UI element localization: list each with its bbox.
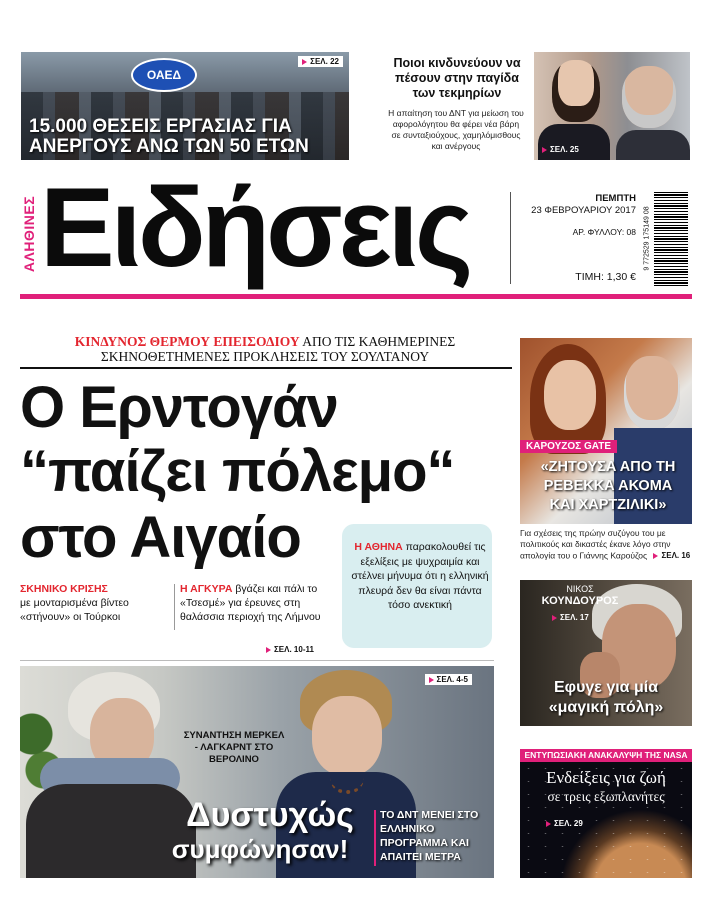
karouzos-body — [520, 528, 692, 562]
woman-face — [552, 60, 600, 122]
lead-athens-text-a: παρακολουθεί — [405, 541, 472, 553]
merkel-headline-2: συμφώνησαν! — [171, 834, 349, 864]
lead-headline-2: “παίζει πόλεμο“ — [20, 439, 455, 504]
karouzos-body-text: Για σχέσεις της πρώην συζύγου του με πολιτικούς και δικαστές έκανε λόγο στην απολογία του ο Γιάννης Καρούζος — [520, 528, 671, 561]
page-ref-label: ΣΕΛ. 29 — [554, 819, 583, 828]
lead-column-1-label: ΣΚΗΝΙΚΟ ΚΡΙΣΗΣ — [20, 583, 108, 595]
merkel-face — [312, 696, 382, 776]
nasa-kicker: ΕΝΤΥΠΩΣΙΑΚΗ ΑΝΑΚΑΛΥΨΗ ΤΗΣ NASA — [520, 749, 692, 762]
koundouros-page-ref[interactable] — [548, 612, 593, 623]
nasa-story[interactable] — [520, 762, 692, 878]
lead-kicker-rest: ΑΠΟ ΤΙΣ ΚΑΘΗΜΕΡΙΝΕΣ — [302, 334, 456, 349]
teaser-oaed[interactable] — [21, 52, 349, 160]
lead-bottom-rule — [20, 660, 494, 661]
lead-column-2 — [180, 582, 338, 624]
side-label-text: ΑΛΗΘΙΝΕΣ — [21, 195, 37, 273]
lead-athens-text — [350, 540, 490, 613]
page-ref-label: ΣΕΛ. 25 — [550, 145, 579, 154]
lead-athens-text-b: τις εξελίξεις με ψυχραιμία και στέλνει μήνυμα ότι η ελληνική πλευρά δεν θα είναι πάντα τόσο ανεκτική — [351, 541, 489, 611]
man-face — [622, 66, 676, 128]
masthead-side-label — [20, 184, 38, 284]
rebekka-face — [544, 360, 596, 430]
karouzos-headline-1: «ΖΗΤΟΥΣΑ ΑΠΟ ΤΗ — [540, 459, 676, 475]
page-ref[interactable] — [298, 56, 343, 67]
lead-kicker-line-1 — [20, 334, 510, 349]
lead-page-ref[interactable] — [262, 644, 318, 655]
page-ref-label: ΣΕΛ. 22 — [310, 57, 339, 66]
page-ref-label: ΣΕΛ. 4-5 — [436, 675, 468, 684]
arrow-icon — [552, 615, 557, 621]
merkel-lagarde-story[interactable] — [20, 666, 494, 878]
nasa-headline-2: σε τρεις εξωπλανήτες — [547, 789, 665, 804]
teaser-tekmiria-body: Η απαίτηση του ΔΝΤ για μείωση του αφορολόγητου θα φέρει νέα βάρη σε συνταξιούχους, χαμηλόμισθους και ανέργους — [388, 108, 524, 151]
merkel-side-text: ΤΟ ΔΝΤ ΜΕΝΕΙ ΣΤΟ ΕΛΛΗΝΙΚΟ ΠΡΟΓΡΑΜΜΑ ΚΑΙ ΑΠΑΙΤΕΙ ΜΕΤΡΑ — [380, 809, 479, 863]
nasa-page-ref[interactable] — [542, 818, 587, 829]
arrow-icon — [546, 821, 551, 827]
koundouros-headline-1: Εφυγε για μία — [553, 679, 659, 696]
page-ref-label: ΣΕΛ. 10-11 — [274, 645, 314, 654]
merkel-side-divider — [374, 810, 376, 866]
koundouros-name-2: ΚΟΥΝΔΟΥΡΟΣ — [541, 595, 619, 607]
arrow-icon — [429, 677, 434, 683]
karouzos-tag: ΚΑΡΟΥΖΟΣ GATE — [520, 440, 617, 453]
lead-column-1 — [20, 582, 170, 624]
merkel-page-ref[interactable] — [425, 674, 472, 685]
lead-column-1-text: με μονταρισμένα βίντεο «στήνουν» οι Τούρκοι — [20, 597, 129, 623]
lead-kicker-rule — [20, 367, 512, 369]
lead-kicker-red: ΚΙΝΔΥΝΟΣ ΘΕΡΜΟΥ ΕΠΕΙΣΟΔΙΟΥ — [74, 334, 300, 349]
merkel-caption: ΣΥΝΑΝΤΗΣΗ ΜΕΡΚΕΛ - ΛΑΓΚΑΡΝΤ ΣΤΟ ΒΕΡΟΛΙΝΟ — [183, 730, 285, 765]
lead-athens-label: Η ΑΘΗΝΑ — [354, 541, 403, 553]
teaser-tekmiria[interactable] — [388, 52, 690, 160]
masthead-issue: ΑΡ. ΦΥΛΛΟΥ: 08 — [572, 227, 636, 237]
masthead-rule — [20, 294, 692, 299]
masthead-price: ΤΙΜΗ: 1,30 € — [575, 271, 636, 283]
karouzos-story[interactable] — [520, 338, 692, 524]
page-ref-label: ΣΕΛ. 17 — [560, 613, 589, 622]
teaser-oaed-headline-2: ΑΝΕΡΓΟΥΣ ΑΝΩ ΤΩΝ 50 ΕΤΩΝ — [29, 136, 309, 157]
lead-kicker-line-2: ΣΚΗΝΟΘΕΤΗΜΕΝΕΣ ΠΡΟΚΛΗΣΕΙΣ ΤΟΥ ΣΟΥΛΤΑΝΟΥ — [100, 349, 430, 364]
masthead-title: Ειδήσεις — [40, 165, 470, 290]
lead-column-2-label: Η ΑΓΚΥΡΑ — [180, 583, 233, 595]
karouzos-headline-2: ΡΕΒΕΚΚΑ ΑΚΟΜΑ — [543, 478, 673, 494]
arrow-icon — [542, 147, 547, 153]
barcode-number — [640, 190, 654, 286]
arrow-icon — [266, 647, 271, 653]
arrow-icon — [653, 553, 658, 559]
arrow-icon — [302, 59, 307, 65]
merkel-headline-1: Δυστυχώς — [186, 796, 354, 834]
koundouros-headline-2: «μαγική πόλη» — [548, 699, 664, 716]
page-ref-label: ΣΕΛ. 16 — [661, 551, 691, 560]
koundouros-name-1: ΝΙΚΟΣ — [566, 584, 594, 594]
lead-column-divider — [174, 584, 175, 630]
koundouros-story[interactable] — [520, 580, 692, 726]
lead-column-2-text-b: το «Τσεσμέ» για έρευνες στη θαλάσσια περιοχή της Λήμνου — [180, 583, 321, 623]
karouzos-page-ref[interactable] — [649, 550, 690, 561]
nasa-headline-1: Ενδείξεις για ζωή — [546, 768, 666, 787]
teaser-tekmiria-headline: Ποιοι κινδυνεύουν να πέσουν στην παγίδα των τεκμηρίων — [393, 56, 521, 100]
lead-column-2-text-a: βγάζει και πάλι — [235, 583, 305, 595]
man-suit — [616, 130, 690, 160]
barcode-number-text: 9 772529 175149 08 — [643, 205, 651, 271]
masthead-date: 23 ΦΕΒΡΟΥΑΡΙΟΥ 2017 — [531, 205, 636, 216]
oaed-logo: ΟΑΕΔ — [131, 58, 197, 92]
masthead-divider — [510, 192, 511, 284]
barcode — [654, 190, 688, 286]
lead-headline-3: στο Αιγαίο — [20, 505, 301, 570]
masthead-day: ΠΕΜΠΤΗ — [595, 193, 636, 204]
karouzos-headline-3: ΚΑΙ ΧΑΡΤΖΙΛΙΚΙ» — [549, 497, 667, 513]
page-ref[interactable] — [538, 144, 583, 155]
lead-kicker — [20, 334, 510, 364]
karouzos-face — [624, 356, 680, 430]
teaser-oaed-headline-1: 15.000 ΘΕΣΕΙΣ ΕΡΓΑΣΙΑΣ ΓΙΑ — [29, 116, 292, 137]
lead-headline-1: Ο Ερντογάν — [20, 375, 338, 440]
